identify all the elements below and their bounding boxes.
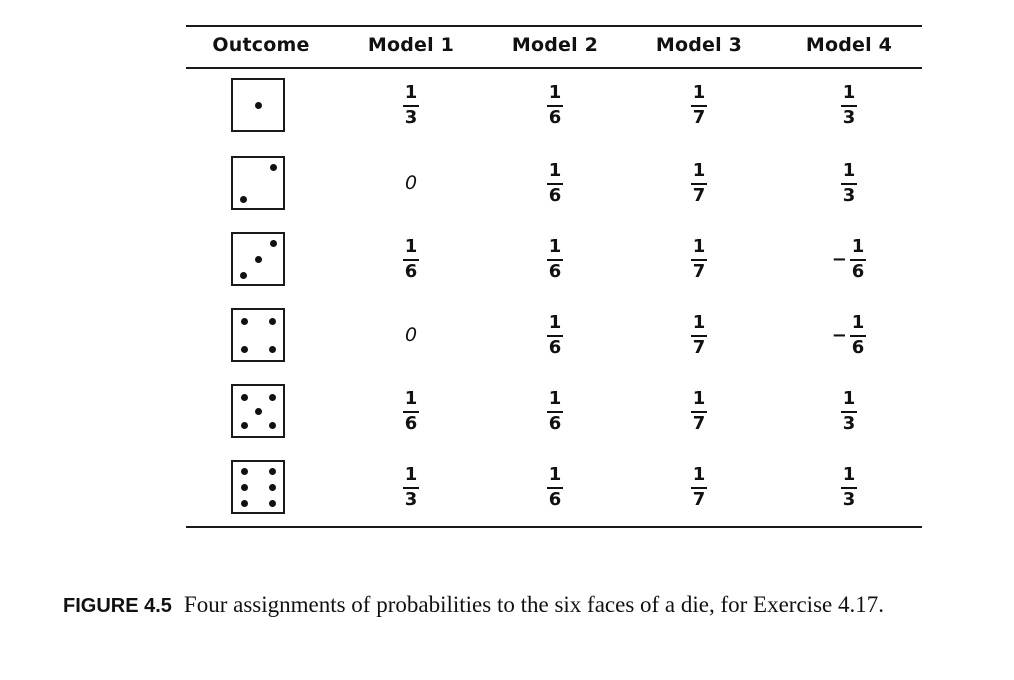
- model-4-cell: [804, 308, 894, 362]
- fraction: [850, 235, 867, 282]
- table-row: [186, 308, 922, 384]
- header-model-2: Model 2: [511, 34, 599, 56]
- fraction-denominator: 6: [548, 106, 562, 128]
- table-top-rule: [186, 25, 922, 27]
- fraction: [850, 311, 867, 358]
- fraction-numerator: 1: [548, 311, 562, 333]
- table-row: [186, 384, 922, 460]
- table-header-rule: [186, 67, 922, 69]
- header-model-3: Model 3: [655, 34, 743, 56]
- die-pip: [269, 468, 276, 475]
- fraction: [691, 159, 708, 206]
- fraction: [547, 463, 564, 510]
- fraction-denominator: 7: [692, 336, 706, 358]
- fraction-numerator: 1: [404, 81, 418, 103]
- model-4-cell: [804, 460, 894, 514]
- fraction-numerator: 1: [692, 159, 706, 181]
- fraction-denominator: 7: [692, 260, 706, 282]
- die-pip: [255, 102, 262, 109]
- fraction-denominator: 6: [404, 412, 418, 434]
- die-face-4-icon: [231, 308, 285, 362]
- die-pip: [241, 318, 248, 325]
- model-1-cell: [366, 384, 456, 438]
- die-pip: [241, 500, 248, 507]
- fraction-denominator: 3: [842, 184, 856, 206]
- fraction: [691, 235, 708, 282]
- fraction-numerator: 1: [548, 81, 562, 103]
- die-pip: [269, 394, 276, 401]
- die-pip: [240, 196, 247, 203]
- die-pip: [241, 468, 248, 475]
- fraction-denominator: 3: [842, 412, 856, 434]
- fraction-numerator: 1: [842, 387, 856, 409]
- fraction-numerator: 1: [548, 387, 562, 409]
- die-pip: [255, 408, 262, 415]
- die-pip: [269, 500, 276, 507]
- fraction-numerator: 1: [404, 387, 418, 409]
- model-3-cell: [654, 156, 744, 210]
- fraction-numerator: 1: [842, 81, 856, 103]
- fraction: [841, 159, 858, 206]
- fraction-numerator: 1: [692, 387, 706, 409]
- fraction-denominator: 6: [851, 336, 865, 358]
- fraction: [547, 387, 564, 434]
- fraction-denominator: 3: [404, 488, 418, 510]
- table-row: [186, 78, 922, 154]
- die-face-1-icon: [231, 78, 285, 132]
- die-face-5-icon: [231, 384, 285, 438]
- fraction-denominator: 6: [404, 260, 418, 282]
- figure-label: FIGURE 4.5: [63, 595, 172, 617]
- die-pip: [270, 240, 277, 247]
- fraction: [547, 159, 564, 206]
- fraction: [547, 311, 564, 358]
- die-pip: [241, 346, 248, 353]
- die-pip: [241, 394, 248, 401]
- fraction: [403, 235, 420, 282]
- fraction: [841, 81, 858, 128]
- table-row: [186, 232, 922, 308]
- value-text: 0: [404, 172, 418, 194]
- fraction-denominator: 6: [851, 260, 865, 282]
- fraction: [547, 235, 564, 282]
- die-pip: [269, 484, 276, 491]
- die-pip: [270, 164, 277, 171]
- fraction-numerator: 1: [692, 235, 706, 257]
- model-3-cell: [654, 384, 744, 438]
- caption-text: Four assignments of probabilities to the six faces of a die, for Exercise 4.17.: [183, 592, 884, 617]
- minus-sign: −: [831, 324, 847, 346]
- fraction-numerator: 1: [692, 81, 706, 103]
- fraction-denominator: 6: [548, 488, 562, 510]
- fraction-numerator: 1: [692, 463, 706, 485]
- table-bottom-rule: [186, 526, 922, 528]
- fraction-denominator: 3: [842, 106, 856, 128]
- die-face-2-icon: [231, 156, 285, 210]
- header-model-1: Model 1: [367, 34, 455, 56]
- fraction-denominator: 7: [692, 412, 706, 434]
- fraction-numerator: 1: [548, 235, 562, 257]
- model-2-cell: [510, 232, 600, 286]
- fraction-numerator: 1: [842, 159, 856, 181]
- model-4-cell: [804, 156, 894, 210]
- die-pip: [240, 272, 247, 279]
- model-2-cell: [510, 384, 600, 438]
- fraction-numerator: 1: [548, 159, 562, 181]
- minus-sign: −: [831, 248, 847, 270]
- model-3-cell: [654, 78, 744, 132]
- model-2-cell: [510, 460, 600, 514]
- fraction-numerator: 1: [404, 463, 418, 485]
- model-2-cell: [510, 308, 600, 362]
- fraction-denominator: 6: [548, 184, 562, 206]
- table-row: [186, 156, 922, 232]
- fraction: [547, 81, 564, 128]
- fraction: [691, 311, 708, 358]
- fraction: [403, 463, 420, 510]
- die-pip: [269, 318, 276, 325]
- model-3-cell: [654, 460, 744, 514]
- fraction-numerator: 1: [842, 463, 856, 485]
- fraction: [841, 387, 858, 434]
- die-pip: [269, 346, 276, 353]
- fraction-denominator: 6: [548, 260, 562, 282]
- die-face-3-icon: [231, 232, 285, 286]
- fraction-denominator: 7: [692, 106, 706, 128]
- fraction-numerator: 1: [404, 235, 418, 257]
- model-4-cell: [804, 232, 894, 286]
- table-row: [186, 460, 922, 536]
- model-1-cell: [366, 78, 456, 132]
- value-text: 0: [404, 324, 418, 346]
- model-1-cell: [366, 308, 456, 362]
- fraction: [841, 463, 858, 510]
- fraction-numerator: 1: [692, 311, 706, 333]
- model-4-cell: [804, 384, 894, 438]
- fraction: [691, 81, 708, 128]
- header-outcome: Outcome: [212, 34, 310, 56]
- figure-caption: [63, 591, 983, 620]
- model-4-cell: [804, 78, 894, 132]
- fraction-denominator: 3: [404, 106, 418, 128]
- fraction-denominator: 6: [548, 412, 562, 434]
- die-pip: [241, 484, 248, 491]
- fraction: [691, 463, 708, 510]
- fraction-numerator: 1: [851, 311, 865, 333]
- die-pip: [269, 422, 276, 429]
- fraction-denominator: 6: [548, 336, 562, 358]
- model-2-cell: [510, 78, 600, 132]
- fraction-numerator: 1: [851, 235, 865, 257]
- model-2-cell: [510, 156, 600, 210]
- fraction-denominator: 3: [842, 488, 856, 510]
- model-1-cell: [366, 156, 456, 210]
- model-3-cell: [654, 308, 744, 362]
- model-1-cell: [366, 460, 456, 514]
- model-1-cell: [366, 232, 456, 286]
- die-face-6-icon: [231, 460, 285, 514]
- header-model-4: Model 4: [805, 34, 893, 56]
- fraction-denominator: 7: [692, 488, 706, 510]
- fraction-denominator: 7: [692, 184, 706, 206]
- fraction: [691, 387, 708, 434]
- fraction: [403, 387, 420, 434]
- model-3-cell: [654, 232, 744, 286]
- die-pip: [241, 422, 248, 429]
- die-pip: [255, 256, 262, 263]
- fraction-numerator: 1: [548, 463, 562, 485]
- fraction: [403, 81, 420, 128]
